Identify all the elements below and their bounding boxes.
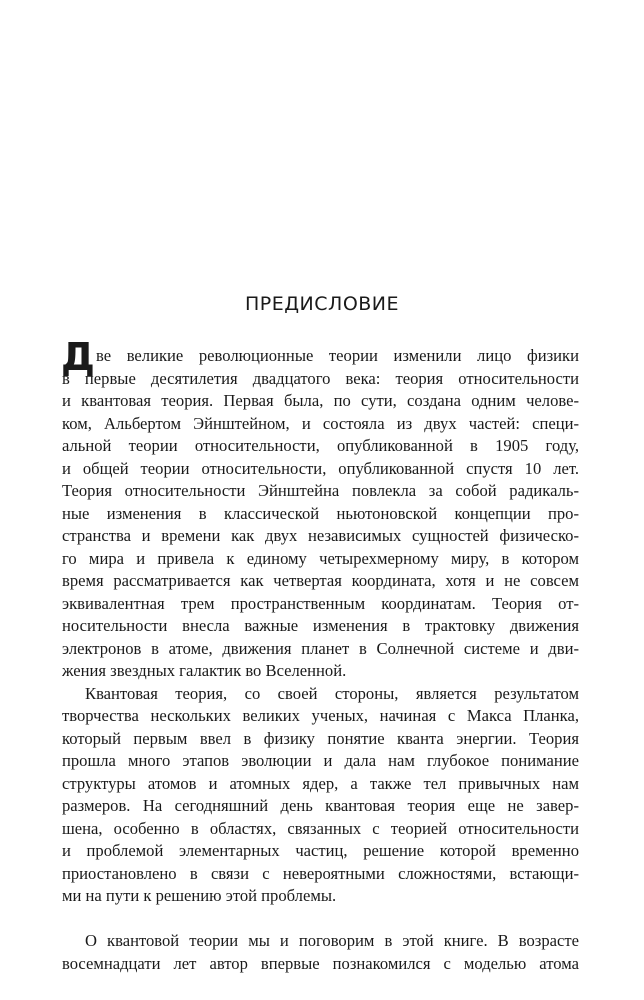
paragraph-gap bbox=[62, 908, 579, 931]
text-line: который первым ввел в физику понятие кванта энергии. Теория bbox=[62, 728, 579, 748]
text-line: и общей теории относительности, опубликованной спустя 10 лет. bbox=[62, 458, 579, 478]
text-line: восемнадцати лет автор впервые познакомился с моделью атома bbox=[62, 953, 579, 973]
text-line: Теория относительности Эйнштейна повлекла за собой радикаль- bbox=[62, 481, 579, 500]
text-line: размеров. На сегодняшний день квантовая теория еще не завер- bbox=[62, 796, 579, 815]
chapter-title: ПРЕДИСЛОВИЕ bbox=[244, 293, 400, 315]
text-line: и квантовая теория. Первая была, по сути, создана одним челове- bbox=[62, 391, 579, 410]
text-line: О квантовой теории мы и поговорим в этой книге. В возрасте bbox=[85, 931, 579, 950]
text-line: альной теории относительности, опубликованной в 1905 году, bbox=[62, 436, 579, 455]
text-line: шена, особенно в областях, связанных с теорией относительности bbox=[62, 818, 579, 838]
text-line: творчества нескольких великих ученых, начиная с Макса Планка, bbox=[62, 706, 579, 725]
text-line: приостановлено в связи с невероятными сложностями, встающи- bbox=[62, 863, 579, 883]
text-line: го мира и привела к единому четырехмерному миру, в котором bbox=[62, 548, 579, 568]
text-line: носительности внесла важные изменения в трактовку движения bbox=[62, 616, 579, 635]
text-line: в первые десятилетия двадцатого века: теория относительности bbox=[62, 368, 579, 388]
text-line: прошла много этапов эволюции и дала нам глубокое понимание bbox=[62, 751, 579, 770]
text-line: эквивалентная трем пространственным координатам. Теория от- bbox=[62, 593, 579, 613]
text-line: жения звездных галактик во Вселенной. bbox=[62, 661, 347, 680]
body-text bbox=[62, 345, 579, 975]
drop-cap-letter: Д bbox=[61, 335, 95, 379]
text-line: электронов в атоме, движения планет в Солнечной системе и дви- bbox=[62, 638, 579, 658]
text-line: ком, Альбертом Эйнштейном, и состояла из двух частей: специ- bbox=[62, 413, 579, 433]
text-line: ми на пути к решению этой проблемы. bbox=[62, 886, 337, 905]
text-line: структуры атомов и атомных ядер, а также тел привычных нам bbox=[62, 773, 579, 793]
text-line: время рассматривается как четвертая координата, хотя и не совсем bbox=[62, 571, 579, 590]
text-line: ве великие революционные теории изменили лицо физики bbox=[96, 346, 579, 365]
text-line: Квантовая теория, со своей стороны, является результатом bbox=[85, 683, 579, 703]
text-line: странства и времени как двух независимых сущностей физическо- bbox=[62, 526, 579, 545]
text-line: и проблемой элементарных частиц, решение которой временно bbox=[62, 841, 579, 860]
text-line: ные изменения в классической ньютоновской концепции про- bbox=[62, 503, 579, 523]
